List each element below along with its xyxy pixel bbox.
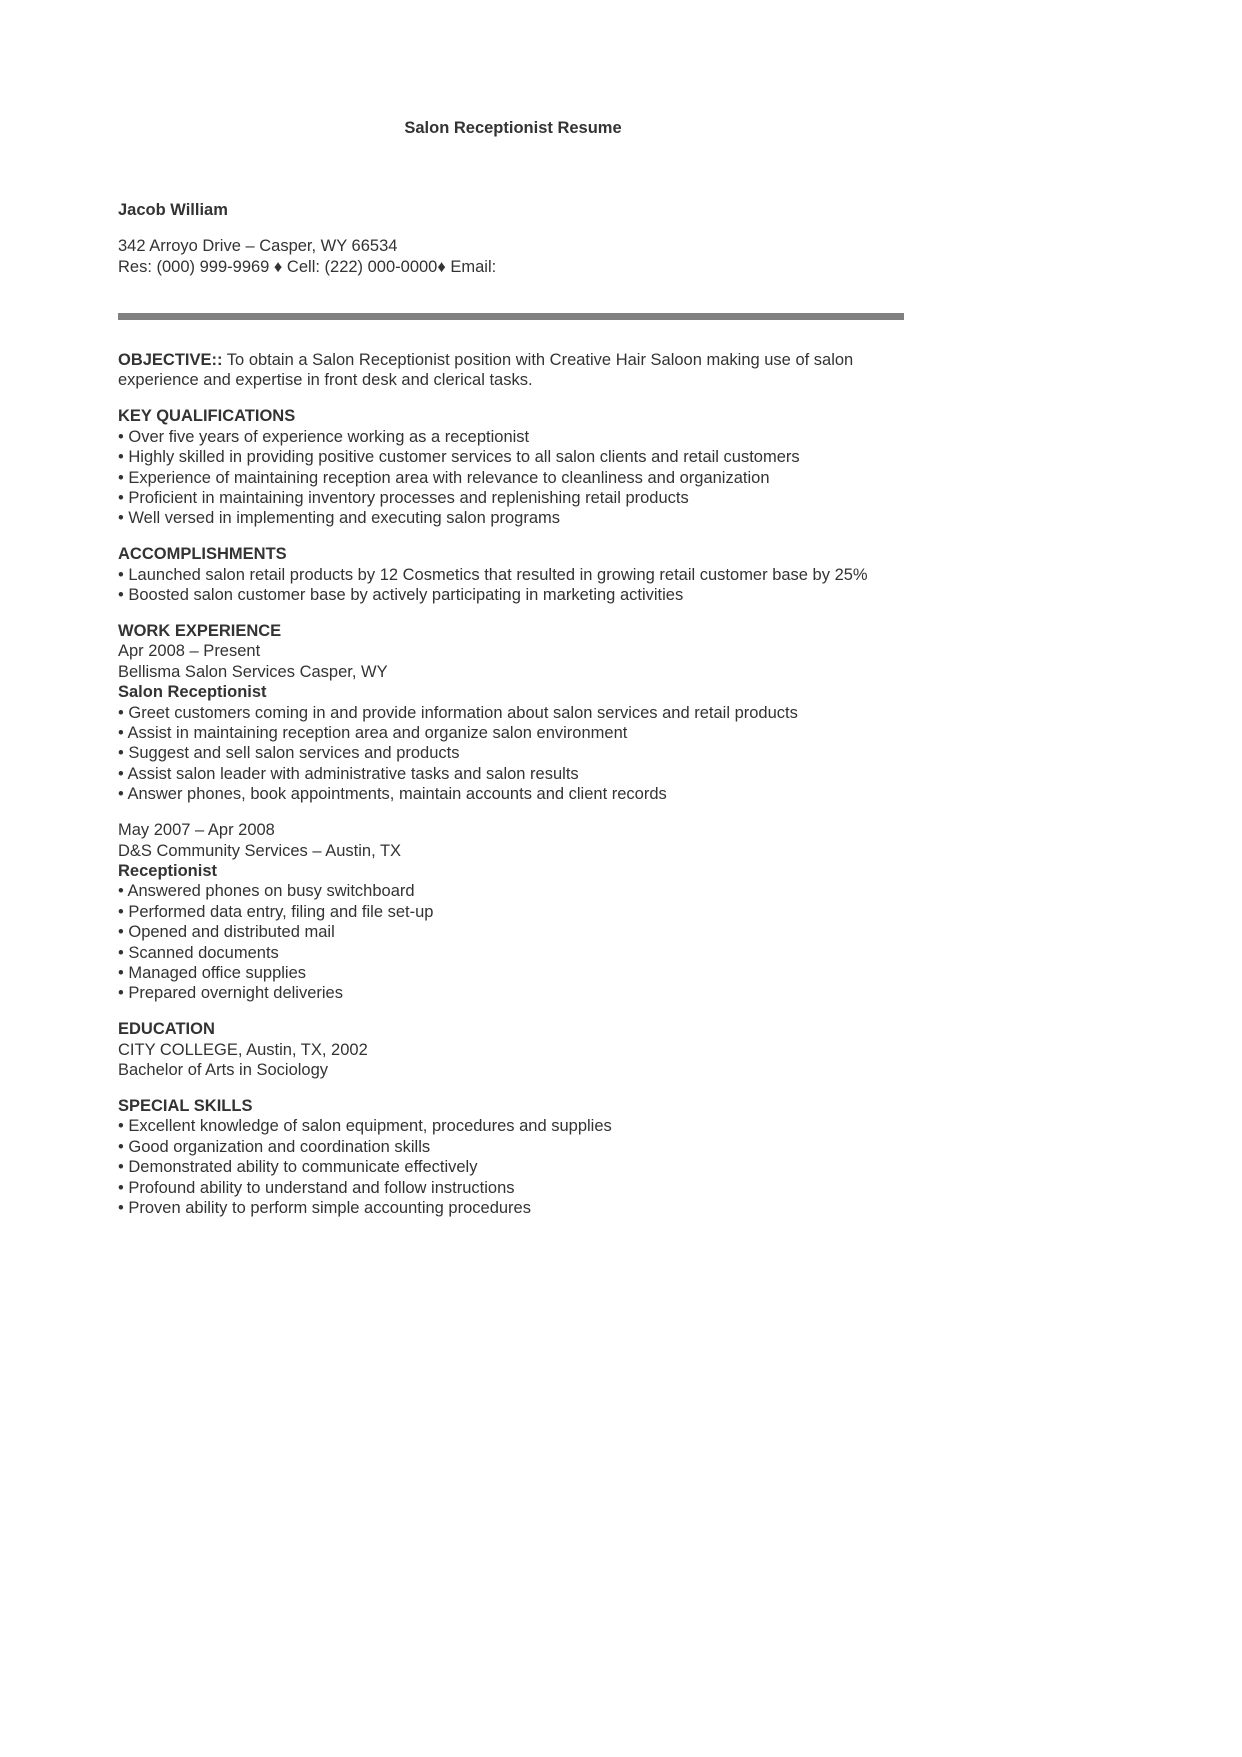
job-dates: May 2007 – Apr 2008 <box>118 821 275 840</box>
list-item: • Proven ability to perform simple accounting procedures <box>118 1199 531 1218</box>
list-item: • Scanned documents <box>118 943 279 962</box>
objective-text-1: To obtain a Salon Receptionist position with Creative Hair Saloon making use of salon <box>222 351 854 369</box>
list-item: • Well versed in implementing and executing salon programs <box>118 509 561 528</box>
resume-body <box>118 350 908 1234</box>
list-item: • Highly skilled in providing positive customer services to all salon clients and retail customers <box>118 448 800 467</box>
education-school: CITY COLLEGE, Austin, TX, 2002 <box>118 1040 368 1059</box>
objective-section <box>118 350 908 391</box>
document-title: Salon Receptionist Resume <box>404 119 622 137</box>
list-item: • Suggest and sell salon services and products <box>118 744 460 763</box>
job-dates: Apr 2008 – Present <box>118 642 261 661</box>
list-item: • Launched salon retail products by 12 Cosmetics that resulted in growing retail customer base by 25% <box>118 565 868 584</box>
section-heading: KEY QUALIFICATIONS <box>118 407 296 426</box>
accomplishments-section <box>118 544 908 605</box>
section-heading: EDUCATION <box>118 1020 215 1039</box>
list-item: • Demonstrated ability to communicate effectively <box>118 1158 478 1177</box>
list-item: • Over five years of experience working as a receptionist <box>118 427 530 446</box>
job-company: Bellisma Salon Services Casper, WY <box>118 662 388 681</box>
experience-section <box>118 621 908 805</box>
list-item: • Experience of maintaining reception area with relevance to cleanliness and organization <box>118 468 770 487</box>
section-heading: ACCOMPLISHMENTS <box>118 545 287 564</box>
job-company: D&S Community Services – Austin, TX <box>118 841 402 860</box>
contact-block <box>118 236 496 277</box>
list-item: • Proficient in maintaining inventory processes and replenishing retail products <box>118 488 689 507</box>
job-title: Receptionist <box>118 861 218 880</box>
objective-label: OBJECTIVE:: <box>118 351 223 369</box>
header-divider <box>118 313 904 320</box>
education-degree: Bachelor of Arts in Sociology <box>118 1061 329 1080</box>
address-line: 342 Arroyo Drive – Casper, WY 66534 <box>118 237 398 255</box>
objective-line-1 <box>118 350 908 370</box>
section-heading: SPECIAL SKILLS <box>118 1097 253 1115</box>
list-item: • Opened and distributed mail <box>118 923 335 942</box>
list-item: • Answered phones on busy switchboard <box>118 882 415 901</box>
objective-text-2: experience and expertise in front desk and clerical tasks. <box>118 371 533 390</box>
list-item: • Assist salon leader with administrative tasks and salon results <box>118 764 579 783</box>
qualifications-section <box>118 406 908 528</box>
list-item: • Boosted salon customer base by actively participating in marketing activities <box>118 586 684 605</box>
education-section <box>118 1019 908 1080</box>
list-item: • Greet customers coming in and provide information about salon services and retail products <box>118 703 798 722</box>
list-item: • Profound ability to understand and follow instructions <box>118 1178 515 1197</box>
candidate-name: Jacob William <box>118 201 228 219</box>
job-title: Salon Receptionist <box>118 683 267 702</box>
phone-line: Res: (000) 999-9969 ♦ Cell: (222) 000-0000♦ Email: <box>118 257 497 276</box>
list-item: • Good organization and coordination skills <box>118 1137 431 1156</box>
section-heading: WORK EXPERIENCE <box>118 621 282 640</box>
list-item: • Assist in maintaining reception area and organize salon environment <box>118 724 628 742</box>
list-item: • Prepared overnight deliveries <box>118 984 343 1003</box>
skills-section <box>118 1096 908 1218</box>
list-item: • Performed data entry, filing and file set-up <box>118 902 434 921</box>
list-item: • Managed office supplies <box>118 963 307 982</box>
list-item: • Excellent knowledge of salon equipment, procedures and supplies <box>118 1117 612 1136</box>
experience-job-2 <box>118 820 908 1004</box>
list-item: • Answer phones, book appointments, maintain accounts and client records <box>118 785 667 804</box>
